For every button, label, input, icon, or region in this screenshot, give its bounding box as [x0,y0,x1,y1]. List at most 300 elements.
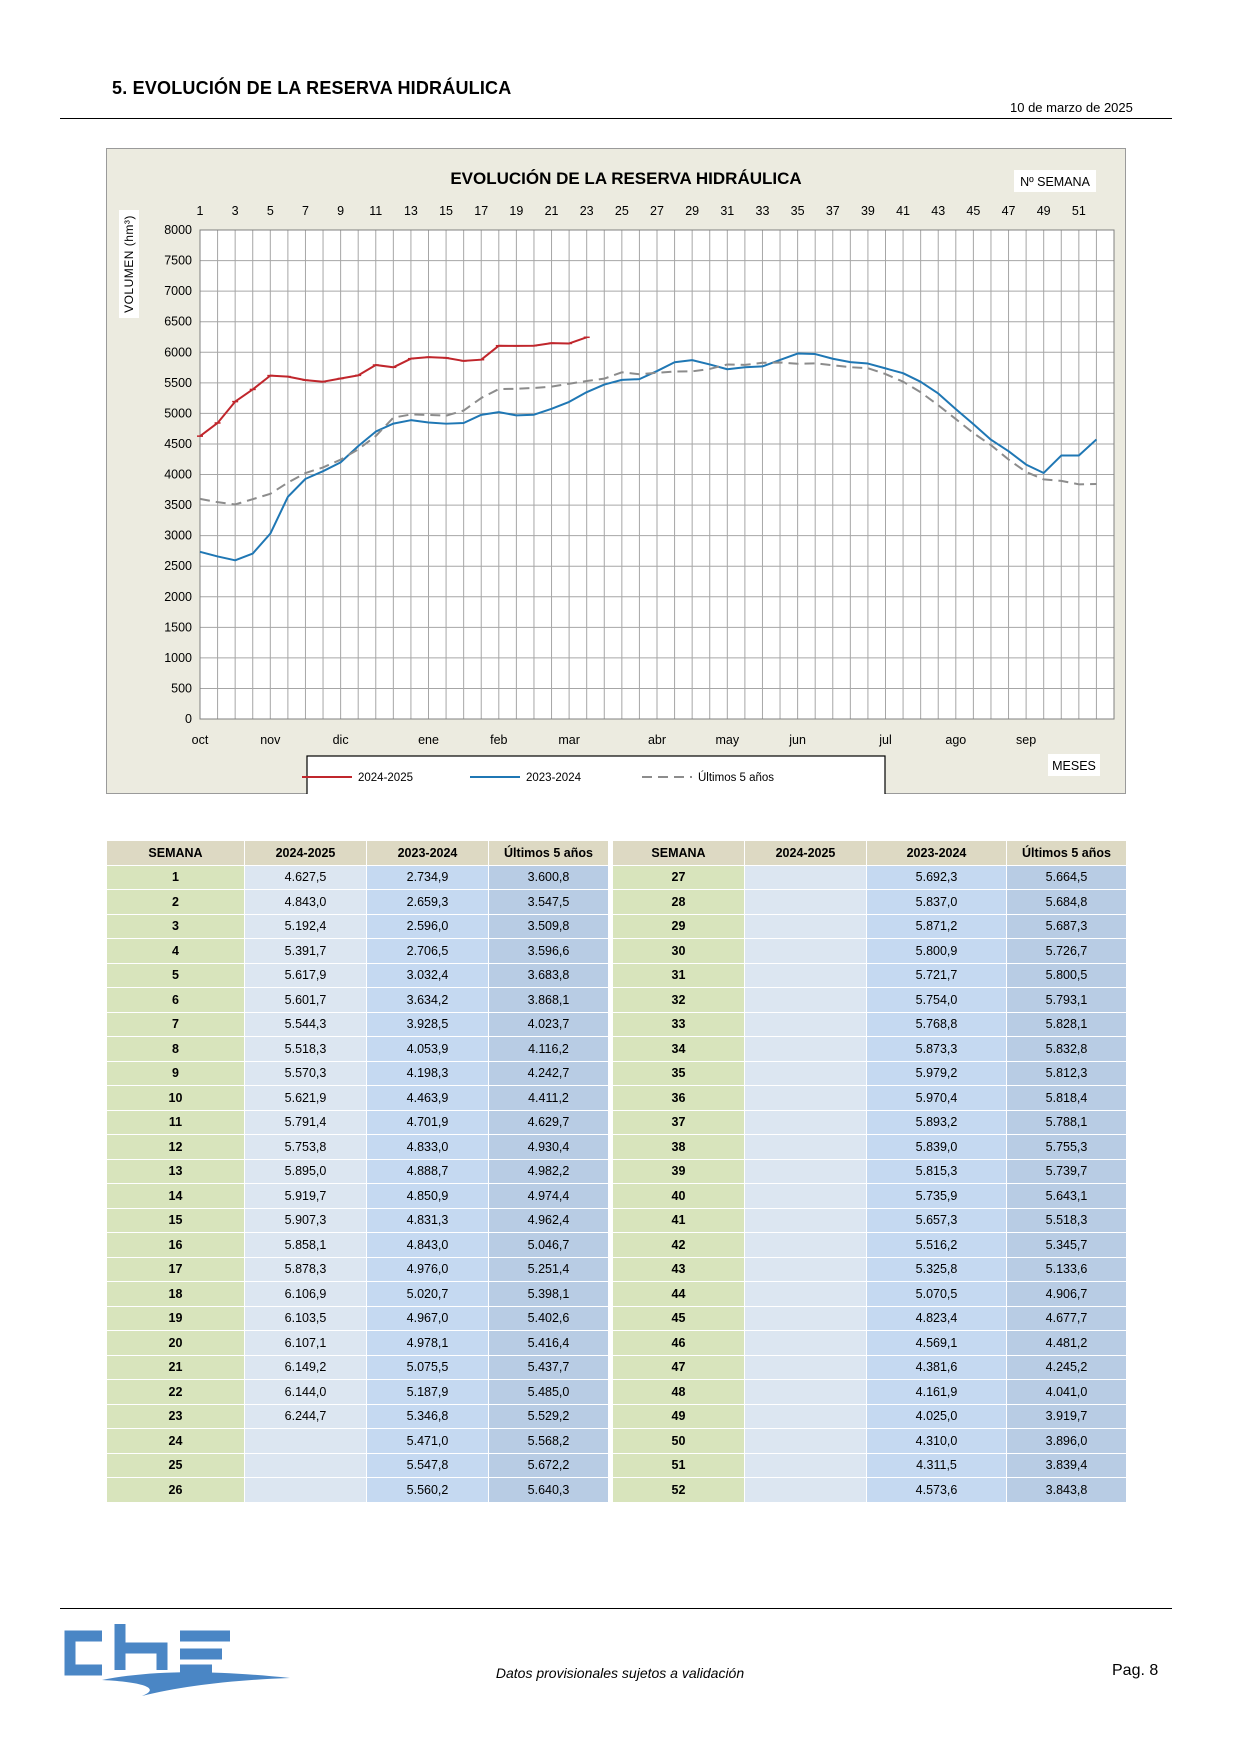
volume-cell: 4.245,2 [1007,1355,1127,1380]
week-cell: 23 [107,1404,245,1429]
top-tick-label: 31 [720,204,735,218]
week-cell: 9 [107,1061,245,1086]
table-row [107,1184,1127,1209]
volume-cell: 5.979,2 [867,1061,1007,1086]
top-tick-label: 9 [337,204,345,218]
volume-cell: 5.398,1 [489,1282,609,1307]
table-row [107,1331,1127,1356]
volume-cell: 5.570,3 [245,1061,367,1086]
volume-cell: 5.544,3 [245,1012,367,1037]
chart-title: EVOLUCIÓN DE LA RESERVA HIDRÁULICA [450,169,802,188]
volume-cell: 3.683,8 [489,963,609,988]
volume-cell: 4.843,0 [245,890,367,915]
volume-cell: 5.416,4 [489,1331,609,1356]
volume-cell: 5.832,8 [1007,1037,1127,1062]
volume-cell: 5.828,1 [1007,1012,1127,1037]
week-cell: 50 [613,1429,745,1454]
table-row [107,1355,1127,1380]
week-cell: 20 [107,1331,245,1356]
volume-cell: 5.895,0 [245,1159,367,1184]
volume-cell: 4.962,4 [489,1208,609,1233]
volume-cell: 2.596,0 [367,914,489,939]
volume-cell: 4.242,7 [489,1061,609,1086]
volume-cell: 4.677,7 [1007,1306,1127,1331]
week-cell: 32 [613,988,745,1013]
top-tick-label: 15 [439,204,454,218]
volume-cell: 5.346,8 [367,1404,489,1429]
y-tick-label: 4000 [164,467,192,482]
volume-cell: 3.868,1 [489,988,609,1013]
volume-cell: 6.244,7 [245,1404,367,1429]
volume-cell: 5.873,3 [867,1037,1007,1062]
top-tick-label: 5 [266,204,274,218]
week-cell: 24 [107,1429,245,1454]
volume-cell [745,1012,867,1037]
volume-cell [745,1453,867,1478]
volume-cell: 5.684,8 [1007,890,1127,915]
volume-cell: 5.768,8 [867,1012,1007,1037]
week-cell: 41 [613,1208,745,1233]
top-tick-label: 21 [544,204,559,218]
week-cell: 26 [107,1478,245,1503]
footer-note: Datos provisionales sujetos a validación [495,1665,745,1681]
volume-cell: 3.843,8 [1007,1478,1127,1503]
volume-cell: 3.600,8 [489,865,609,890]
volume-cell: 5.672,2 [489,1453,609,1478]
volume-cell: 5.687,3 [1007,914,1127,939]
volume-cell: 5.621,9 [245,1086,367,1111]
volume-cell: 3.509,8 [489,914,609,939]
column-header: 2024-2025 [745,841,867,866]
volume-cell: 4.310,0 [867,1429,1007,1454]
y-tick-label: 2000 [164,589,192,604]
table-row [107,1306,1127,1331]
month-label: nov [260,733,281,747]
volume-cell: 5.643,1 [1007,1184,1127,1209]
volume-cell: 4.850,9 [367,1184,489,1209]
top-tick-label: 23 [579,204,594,218]
top-tick-label: 51 [1071,204,1086,218]
month-label: oct [191,733,209,747]
volume-cell [745,1061,867,1086]
y-tick-label: 5000 [164,406,192,421]
table-row [107,963,1127,988]
volume-cell: 4.025,0 [867,1404,1007,1429]
legend-label-2: Últimos 5 años [698,772,775,784]
month-label: dic [332,733,349,747]
volume-cell: 5.070,5 [867,1282,1007,1307]
top-tick-label: 41 [896,204,911,218]
volume-cell: 5.391,7 [245,939,367,964]
volume-cell [745,914,867,939]
volume-cell [745,1208,867,1233]
table-row [107,939,1127,964]
volume-cell: 6.144,0 [245,1380,367,1405]
weekly-volume-table [106,840,1127,1503]
volume-cell: 4.116,2 [489,1037,609,1062]
week-cell: 17 [107,1257,245,1282]
y-tick-label: 8000 [164,223,192,237]
legend-label-1: 2023-2024 [526,772,581,784]
table-row [107,1429,1127,1454]
volume-cell [745,1159,867,1184]
volume-cell: 5.020,7 [367,1282,489,1307]
y-tick-label: 3000 [164,528,192,543]
table-row [107,1135,1127,1160]
che-logo [62,1618,292,1698]
top-tick-label: 49 [1036,204,1051,218]
volume-cell: 5.788,1 [1007,1110,1127,1135]
table-row [107,865,1127,890]
column-header: 2023-2024 [867,841,1007,866]
volume-cell: 5.437,7 [489,1355,609,1380]
week-cell: 51 [613,1453,745,1478]
month-label: sep [1016,733,1037,747]
month-label: feb [490,733,508,747]
week-cell: 46 [613,1331,745,1356]
volume-cell: 5.568,2 [489,1429,609,1454]
volume-cell [745,890,867,915]
volume-cell [745,1478,867,1503]
volume-cell: 4.906,7 [1007,1282,1127,1307]
volume-cell: 4.053,9 [367,1037,489,1062]
table-row [107,1257,1127,1282]
volume-cell: 5.839,0 [867,1135,1007,1160]
page-number: Pag. 8 [1112,1662,1159,1679]
volume-cell: 3.928,5 [367,1012,489,1037]
y-tick-label: 4500 [164,436,192,451]
volume-cell: 5.878,3 [245,1257,367,1282]
month-label: ene [418,733,439,747]
week-cell: 38 [613,1135,745,1160]
volume-cell: 5.837,0 [867,890,1007,915]
volume-cell [745,1355,867,1380]
column-header: SEMANA [613,841,745,866]
week-cell: 42 [613,1233,745,1258]
volume-cell: 5.858,1 [245,1233,367,1258]
volume-cell: 5.739,7 [1007,1159,1127,1184]
week-cell: 44 [613,1282,745,1307]
month-label: abr [647,733,667,747]
x-axis-title: MESES [1052,759,1096,773]
volume-cell [745,1404,867,1429]
table-row [107,1086,1127,1111]
week-cell: 22 [107,1380,245,1405]
volume-cell: 4.023,7 [489,1012,609,1037]
week-cell: 10 [107,1086,245,1111]
volume-cell: 5.815,3 [867,1159,1007,1184]
volume-cell: 5.075,5 [367,1355,489,1380]
volume-cell: 5.754,0 [867,988,1007,1013]
table-row [107,1380,1127,1405]
week-cell: 11 [107,1110,245,1135]
top-tick-label: 33 [755,204,770,218]
column-header: Últimos 5 años [1007,841,1127,866]
top-tick-label: 19 [509,204,524,218]
y-tick-label: 0 [185,712,192,726]
volume-cell: 3.919,7 [1007,1404,1127,1429]
week-cell: 36 [613,1086,745,1111]
top-tick-label: 35 [790,204,805,218]
volume-cell: 5.735,9 [867,1184,1007,1209]
table-row [107,1012,1127,1037]
volume-cell: 4.481,2 [1007,1331,1127,1356]
volume-cell: 2.734,9 [367,865,489,890]
volume-cell: 5.529,2 [489,1404,609,1429]
top-tick-label: 47 [1001,204,1016,218]
volume-cell [245,1478,367,1503]
volume-cell [745,1037,867,1062]
column-header: 2023-2024 [367,841,489,866]
volume-cell [745,939,867,964]
column-header: SEMANA [107,841,245,866]
volume-cell: 3.032,4 [367,963,489,988]
volume-cell [745,1380,867,1405]
volume-cell [745,1429,867,1454]
y-tick-label: 500 [171,681,192,696]
week-cell: 2 [107,890,245,915]
week-cell: 1 [107,865,245,890]
volume-cell: 5.970,4 [867,1086,1007,1111]
week-cell: 35 [613,1061,745,1086]
table-row [107,1208,1127,1233]
volume-cell [745,1110,867,1135]
volume-cell: 5.518,3 [1007,1208,1127,1233]
week-cell: 19 [107,1306,245,1331]
week-cell: 15 [107,1208,245,1233]
week-cell: 30 [613,939,745,964]
table-row [107,1282,1127,1307]
week-cell: 43 [613,1257,745,1282]
volume-cell: 6.106,9 [245,1282,367,1307]
top-tick-label: 43 [931,204,946,218]
volume-cell: 5.800,5 [1007,963,1127,988]
table-row [107,1037,1127,1062]
table-row [107,1453,1127,1478]
week-cell: 28 [613,890,745,915]
table-header-row [107,841,1127,866]
week-cell: 29 [613,914,745,939]
volume-cell: 5.812,3 [1007,1061,1127,1086]
volume-cell: 5.871,2 [867,914,1007,939]
volume-cell [745,1331,867,1356]
volume-cell [745,1086,867,1111]
table-row [107,1061,1127,1086]
volume-cell [745,1282,867,1307]
volume-cell: 4.463,9 [367,1086,489,1111]
volume-cell: 5.547,8 [367,1453,489,1478]
volume-cell: 5.518,3 [245,1037,367,1062]
y-tick-label: 3500 [164,498,192,513]
week-cell: 16 [107,1233,245,1258]
volume-cell [745,988,867,1013]
volume-cell: 5.251,4 [489,1257,609,1282]
volume-cell: 3.547,5 [489,890,609,915]
week-cell: 33 [613,1012,745,1037]
top-tick-label: 29 [685,204,700,218]
volume-cell: 5.640,3 [489,1478,609,1503]
volume-cell: 4.041,0 [1007,1380,1127,1405]
y-tick-label: 5500 [164,375,192,390]
week-cell: 34 [613,1037,745,1062]
y-tick-label: 6000 [164,345,192,360]
volume-cell: 4.967,0 [367,1306,489,1331]
volume-cell [745,1184,867,1209]
week-cell: 27 [613,865,745,890]
month-label: may [715,733,740,747]
legend-label-0: 2024-2025 [358,772,413,784]
volume-cell: 5.692,3 [867,865,1007,890]
y-tick-label: 7500 [164,253,192,268]
top-tick-label: 7 [301,204,309,218]
table-row [107,988,1127,1013]
volume-cell [745,1135,867,1160]
top-tick-label: 25 [614,204,629,218]
volume-cell: 5.793,1 [1007,988,1127,1013]
top-tick-label: 3 [231,204,239,218]
volume-cell: 4.982,2 [489,1159,609,1184]
week-cell: 5 [107,963,245,988]
volume-cell: 5.471,0 [367,1429,489,1454]
volume-cell: 4.198,3 [367,1061,489,1086]
volume-cell: 5.893,2 [867,1110,1007,1135]
week-cell: 6 [107,988,245,1013]
week-cell: 25 [107,1453,245,1478]
y-tick-label: 6500 [164,314,192,329]
volume-cell: 5.919,7 [245,1184,367,1209]
column-header: 2024-2025 [245,841,367,866]
month-label: jul [879,733,892,747]
table-row [107,914,1127,939]
volume-cell: 5.402,6 [489,1306,609,1331]
top-tick-label: 39 [860,204,875,218]
header-divider [60,118,1172,119]
table-row [107,1159,1127,1184]
volume-cell: 5.187,9 [367,1380,489,1405]
volume-cell [745,1257,867,1282]
volume-cell: 4.823,4 [867,1306,1007,1331]
week-cell: 12 [107,1135,245,1160]
y-tick-label: 1000 [164,650,192,665]
volume-cell [745,1306,867,1331]
y-tick-label: 2500 [164,559,192,574]
top-tick-label: 13 [403,204,418,218]
week-cell: 7 [107,1012,245,1037]
volume-cell: 4.627,5 [245,865,367,890]
top-axis-title: Nº SEMANA [1020,175,1090,189]
volume-cell: 5.192,4 [245,914,367,939]
volume-cell: 4.701,9 [367,1110,489,1135]
volume-cell: 4.833,0 [367,1135,489,1160]
top-tick-label: 45 [966,204,981,218]
volume-cell: 6.149,2 [245,1355,367,1380]
week-cell: 3 [107,914,245,939]
table-row [107,890,1127,915]
volume-cell: 5.601,7 [245,988,367,1013]
volume-cell: 3.896,0 [1007,1429,1127,1454]
volume-cell: 2.706,5 [367,939,489,964]
table-row [107,1404,1127,1429]
month-label: mar [558,733,580,747]
column-header: Últimos 5 años [489,841,609,866]
volume-cell: 4.311,5 [867,1453,1007,1478]
volume-cell: 5.800,9 [867,939,1007,964]
volume-cell: 5.560,2 [367,1478,489,1503]
table-row [107,1110,1127,1135]
week-cell: 39 [613,1159,745,1184]
week-cell: 13 [107,1159,245,1184]
section-title: 5. EVOLUCIÓN DE LA RESERVA HIDRÁULICA [112,78,512,98]
volume-cell: 6.103,5 [245,1306,367,1331]
volume-cell: 5.721,7 [867,963,1007,988]
y-tick-label: 1500 [164,620,192,635]
y-axis-label: VOLUMEN (hm³) [122,215,136,313]
top-tick-label: 1 [196,204,204,218]
top-tick-label: 37 [825,204,840,218]
volume-cell: 3.634,2 [367,988,489,1013]
volume-cell: 4.930,4 [489,1135,609,1160]
week-cell: 52 [613,1478,745,1503]
volume-cell: 5.726,7 [1007,939,1127,964]
volume-cell: 4.978,1 [367,1331,489,1356]
volume-cell: 4.573,6 [867,1478,1007,1503]
week-cell: 48 [613,1380,745,1405]
volume-cell: 4.629,7 [489,1110,609,1135]
volume-cell: 5.516,2 [867,1233,1007,1258]
volume-cell [745,963,867,988]
week-cell: 37 [613,1110,745,1135]
volume-cell: 4.411,2 [489,1086,609,1111]
week-cell: 45 [613,1306,745,1331]
footer-divider [60,1608,1172,1609]
week-cell: 4 [107,939,245,964]
week-cell: 14 [107,1184,245,1209]
volume-cell: 5.617,9 [245,963,367,988]
month-label: ago [945,733,967,747]
volume-cell: 4.381,6 [867,1355,1007,1380]
volume-cell [745,1233,867,1258]
volume-cell [745,865,867,890]
top-tick-label: 27 [650,204,664,218]
volume-cell: 5.753,8 [245,1135,367,1160]
volume-cell: 4.974,4 [489,1184,609,1209]
volume-cell: 5.907,3 [245,1208,367,1233]
volume-cell: 5.133,6 [1007,1257,1127,1282]
volume-cell: 6.107,1 [245,1331,367,1356]
volume-cell [245,1429,367,1454]
volume-cell: 2.659,3 [367,890,489,915]
week-cell: 31 [613,963,745,988]
volume-cell: 4.843,0 [367,1233,489,1258]
volume-cell: 4.161,9 [867,1380,1007,1405]
volume-cell: 3.839,4 [1007,1453,1127,1478]
y-tick-label: 7000 [164,284,192,299]
volume-cell: 5.755,3 [1007,1135,1127,1160]
volume-cell: 4.569,1 [867,1331,1007,1356]
table-row [107,1233,1127,1258]
volume-cell: 4.976,0 [367,1257,489,1282]
volume-cell: 5.664,5 [1007,865,1127,890]
reservoir-chart [106,148,1126,794]
week-cell: 49 [613,1404,745,1429]
week-cell: 8 [107,1037,245,1062]
volume-cell: 5.325,8 [867,1257,1007,1282]
volume-cell: 4.831,3 [367,1208,489,1233]
table-body [107,865,1127,1502]
top-tick-label: 17 [474,204,489,218]
volume-cell: 5.818,4 [1007,1086,1127,1111]
volume-cell: 3.596,6 [489,939,609,964]
